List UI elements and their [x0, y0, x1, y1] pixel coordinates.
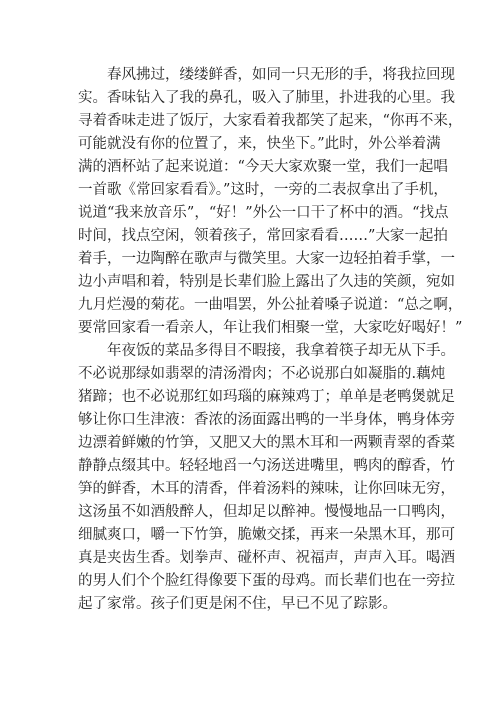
text-line: 真是夹齿生香。划拳声、碰杯声、祝福声，声声入耳。喝酒: [78, 550, 455, 566]
text-line: 时间，找点空闲，领着孩子，常回家看看……”大家一起拍: [78, 228, 448, 244]
text-line: 静静点缀其中。轻轻地舀一勺汤送进嘴里，鸭肉的醇香，竹: [78, 458, 455, 474]
text-line: 这汤虽不如酒般醉人，但却足以醉神。慢慢地品一口鸭肉，: [78, 504, 455, 520]
text-line: 细腻爽口，嚼一下竹笋，脆嫩交揉，再来一朵黑木耳，那可: [78, 527, 455, 543]
text-line: 九月烂漫的菊花。一曲唱罢，外公扯着嗓子说道：“总之啊，: [78, 297, 463, 313]
text-line: 年夜饭的菜品多得目不暇接，我拿着筷子却无从下手。: [107, 343, 455, 359]
text-line: 春风拂过，缕缕鲜香，如同一只无形的手，将我拉回现: [107, 67, 455, 83]
text-line: 边小声唱和着，特别是长辈们脸上露出了久违的笑颜，宛如: [78, 274, 455, 290]
document-body: [78, 64, 463, 616]
text-line: 边漂着鲜嫩的竹笋，又肥又大的黑木耳和一两颗青翠的香菜: [78, 435, 455, 451]
text-line: 够让你口生津液：香浓的汤面露出鸭的一半身体，鸭身体旁: [78, 412, 455, 428]
paragraph: [78, 64, 463, 340]
text-line: 的男人们个个脸红得像要下蛋的母鸡。而长辈们也在一旁拉: [78, 573, 455, 589]
text-line: 着手，一边陶醉在歌声与微笑里。大家一边轻拍着手掌，一: [78, 251, 455, 267]
paragraph: [78, 340, 455, 616]
text-line: 不必说那绿如翡翠的清汤滑肉；不必说那白如凝脂的.藕炖: [78, 366, 446, 382]
text-line: 笋的鲜香，木耳的清香，伴着汤料的辣味，让你回味无穷，: [78, 481, 455, 497]
text-line: 实。香味钻入了我的鼻孔，吸入了肺里，扑进我的心里。我: [78, 90, 455, 106]
text-line: 可能就没有你的位置了，来，快坐下。”此时，外公举着满: [78, 136, 441, 152]
text-line: 满的酒杯站了起来说道：“今天大家欢聚一堂，我们一起唱: [78, 159, 448, 175]
text-line: 猪蹄；也不必说那红如玛瑙的麻辣鸡丁；单单是老鸭煲就足: [78, 389, 455, 405]
text-line: 起了家常。孩子们更是闲不住，早已不见了踪影。: [78, 596, 397, 612]
text-line: 说道“我来放音乐”，“好！”外公一口干了杯中的酒。“找点: [78, 205, 449, 221]
text-line: 要常回家看一看亲人，年让我们相聚一堂，大家吃好喝好！”: [78, 320, 463, 336]
text-line: 寻着香味走进了饭厅，大家看着我都笑了起来，“你再不来，: [78, 113, 463, 129]
text-line: 一首歌《常回家看看》。”这时，一旁的二表叔拿出了手机，: [78, 182, 448, 198]
